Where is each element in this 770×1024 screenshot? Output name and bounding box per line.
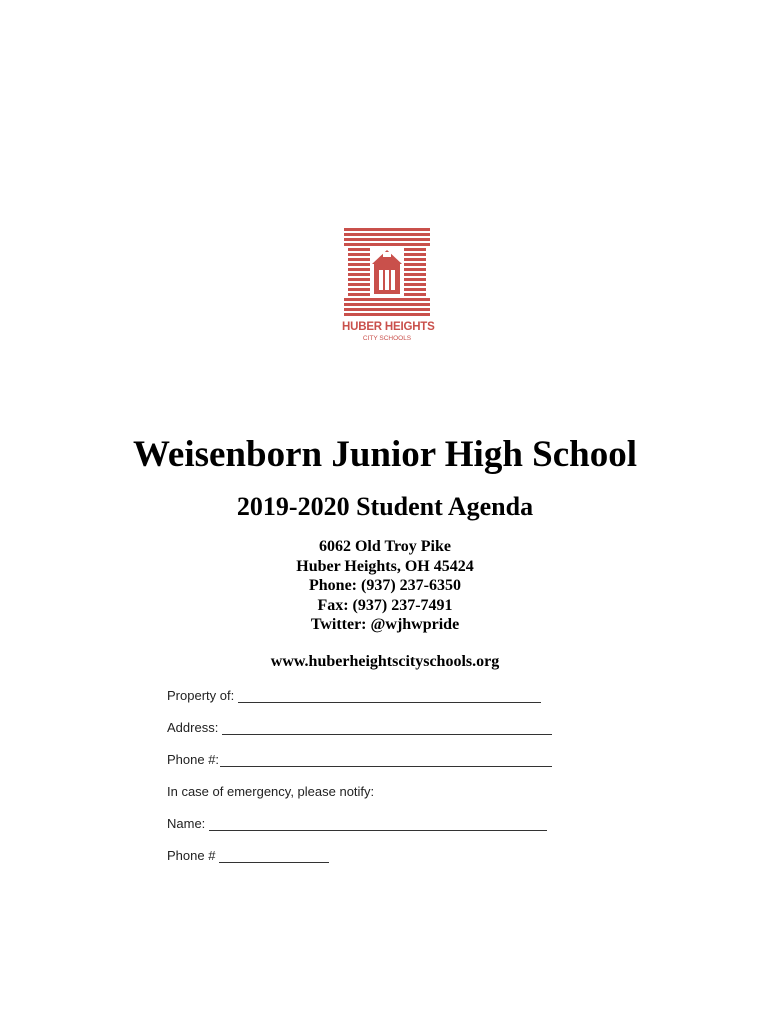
website-link[interactable]: www.huberheightscityschools.org (270, 653, 500, 670)
phone-label: Phone #: (167, 752, 220, 767)
emergency-instructions (167, 779, 374, 799)
property-of-field[interactable] (167, 683, 541, 703)
huber-heights-logo (342, 228, 435, 348)
fax-number: Fax: (937) 237-7491 (317, 596, 453, 614)
school-name: Weisenborn Junior High School (132, 434, 638, 475)
address-label: Address: (167, 720, 219, 735)
logo-subtitle: CITY SCHOOLS (362, 335, 412, 342)
address-field[interactable] (167, 715, 552, 735)
street-address: 6062 Old Troy Pike (318, 538, 451, 555)
property-of-label: Property of: (167, 688, 235, 703)
city-state-zip: Huber Heights, OH 45424 (296, 557, 474, 575)
name-label: Name: (167, 816, 206, 831)
phone-field[interactable] (167, 747, 552, 767)
phone2-blank[interactable] (219, 848, 329, 863)
phone-blank[interactable] (220, 752, 552, 767)
logo-emblem-icon (342, 228, 432, 320)
emergency-label: In case of emergency, please notify: (167, 784, 375, 799)
emergency-phone-field[interactable] (167, 843, 329, 863)
contact-block (0, 537, 770, 635)
name-blank[interactable] (209, 816, 547, 831)
phone2-label: Phone # (167, 848, 216, 863)
twitter-handle: Twitter: @wjhwpride (310, 616, 460, 633)
property-of-blank[interactable] (238, 688, 541, 703)
logo-name: HUBER HEIGHTS (342, 321, 435, 333)
agenda-title: 2019-2020 Student Agenda (236, 492, 534, 521)
emergency-name-field[interactable] (167, 811, 547, 831)
address-blank[interactable] (222, 720, 552, 735)
phone-number: Phone: (937) 237-6350 (309, 577, 461, 594)
